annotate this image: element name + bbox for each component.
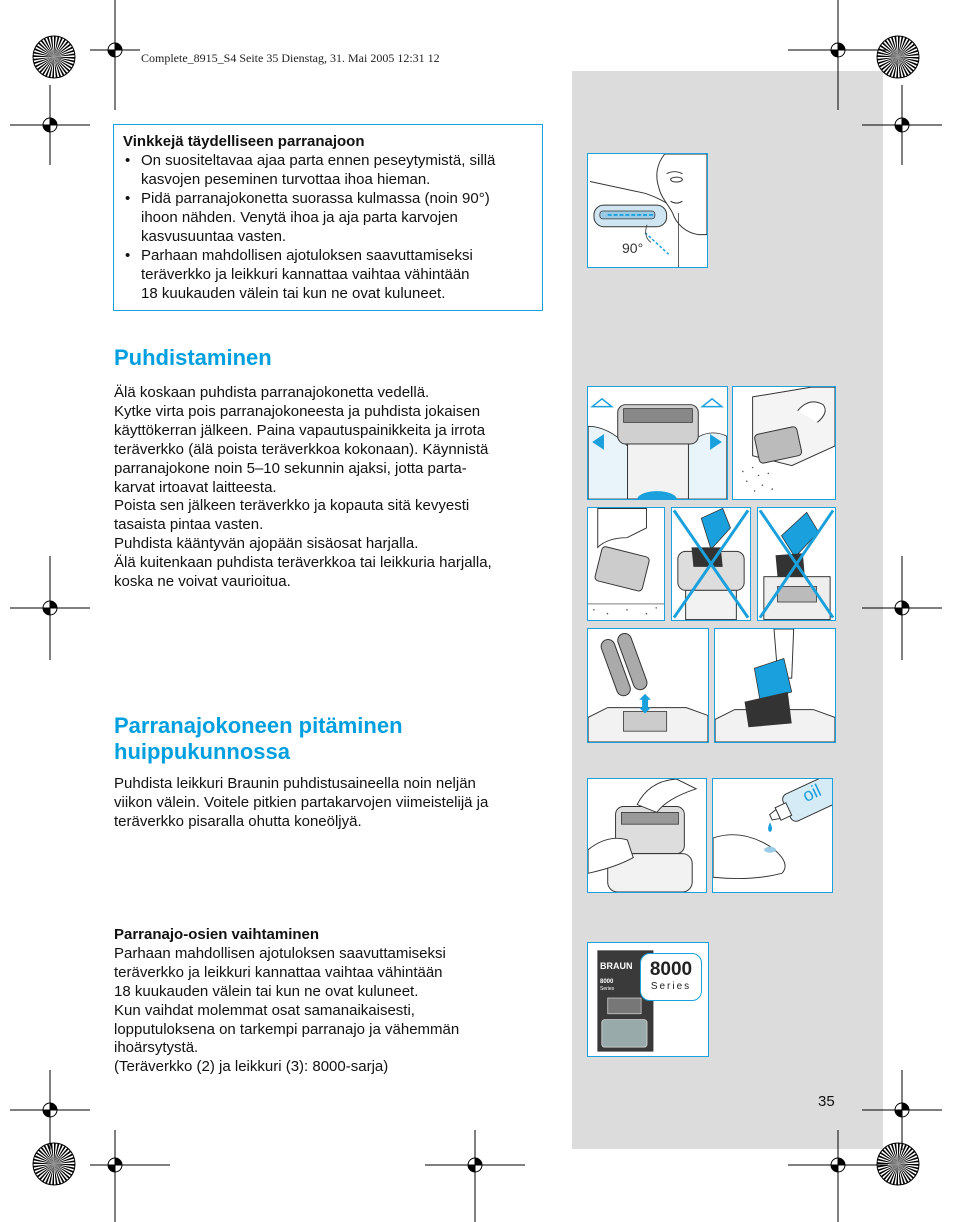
pack-small-model: 8000 [600,979,614,985]
crosshair-mark [862,556,942,660]
tip-item [123,151,532,189]
maintenance-text [114,775,550,832]
text-line: teräverkko pisaralla ohutta koneöljyä. [114,812,362,830]
text-line: lopputuloksena on tarkempi parranajo ja vähemmän [114,1020,460,1038]
text-line: teräverkko (älä poista teräverkkoa kokonaan). Käynnistä [114,440,489,458]
text-line: Puhdista leikkuri Braunin puhdistusaineella noin neljän [114,775,476,792]
tip-item [123,246,532,303]
text-line: Puhdista kääntyvän ajopään sisäosat harjalla. [114,535,419,553]
do-not-brush-cutter-illustration [757,507,836,621]
text-line: Älä koskaan puhdista parranajokonetta vedellä. [114,384,430,401]
shaving-angle-illustration [587,153,708,268]
oil-foil-illustration [587,778,707,893]
crosshair-mark [788,1130,888,1222]
release-foil-illustration [587,386,728,500]
text-line: Kun vaihdat molemmat osat samanaikaisesti, [114,1001,415,1019]
text-line: parranajokone noin 5–10 sekunnin ajaksi, jotta parta- [114,459,467,477]
series-badge [640,953,702,1001]
do-not-brush-foil-illustration [671,507,751,621]
text-line: karvat irtoavat laitteesta. [114,478,277,496]
heading-line: huippukunnossa [114,739,290,764]
crosshair-mark [10,1070,90,1150]
tip-line: • Parhaan mahdollisen ajotuloksen saavuttamiseksi [141,247,473,264]
cleaning-heading: Puhdistaminen [114,345,272,370]
text-line: 18 kuukauden välein tai kun ne ovat kuluneet. [114,982,419,1000]
pack-brand: BRAUN [600,961,633,971]
text-line: teräverkko ja leikkuri kannattaa vaihtaa vähintään [114,963,443,981]
text-line: Kytke virta pois parranajokoneesta ja puhdista jokaisen [114,402,481,420]
starburst-mark-top-left [32,35,76,79]
run-shaver-illustration [732,386,836,500]
tip-item [123,189,532,246]
badge-series: Series [650,981,692,992]
text-line: käyttökerran jälkeen. Paina vapautuspainikkeita ja irrota [114,421,486,439]
tip-line: kasvojen peseminen turvottaa ihoa hieman. [141,171,431,188]
maintenance-heading [114,713,403,765]
oil-bottle-illustration [712,778,833,893]
crosshair-mark [862,85,942,165]
tap-foil-illustration [587,507,665,621]
crosshair-mark [90,1130,170,1222]
text-line: Parhaan mahdollisen ajotuloksen saavuttamiseksi [114,944,446,962]
crosshair-mark [425,1130,525,1222]
text-line: koska ne voivat vaurioitua. [114,573,291,591]
tip-line: 18 kuukauden välein tai kun ne ovat kuluneet. [141,285,446,302]
print-header: Complete_8915_S4 Seite 35 Dienstag, 31. Mai 2005 12:31 12 [141,51,440,65]
tip-line: • On suositeltavaa ajaa parta ennen peseytymistä, sillä [141,152,496,169]
replacement-text [114,926,550,1077]
tips-title: Vinkkejä täydelliseen parranajoon [123,133,365,150]
pack-small-series: Series [600,986,615,992]
tip-line: ihoon nähden. Venytä ihoa ja aja parta karvojen [141,209,458,226]
text-line: Älä kuitenkaan puhdista teräverkkoa tai leikkuria harjalla, [114,554,492,572]
text-line: tasaista pintaa vasten. [114,516,264,534]
tips-list [123,151,532,303]
cleaning-text [114,384,550,592]
tip-line: • Pidä parranajokonetta suorassa kulmassa (noin 90°) [141,190,490,207]
remove-cutter-illustration [587,628,709,743]
replacement-title: Parranajo-osien vaihtaminen [114,926,320,943]
page-number: 35 [818,1093,835,1110]
crosshair-mark [90,0,140,110]
tips-box [113,124,543,311]
angle-label: 90° [622,240,644,256]
text-line: Poista sen jälkeen teräverkko ja kopauta sitä kevyesti [114,497,470,515]
text-line: ihoärsytystä. [114,1039,199,1057]
text-line: (Teräverkko (2) ja leikkuri (3): 8000-sarja) [114,1058,389,1076]
brush-head-illustration [714,628,836,743]
badge-model: 8000 [649,959,693,980]
replacement-pack-illustration [587,942,709,1057]
text-line: viikon välein. Voitele pitkien partakarvojen viimeistelijä ja [114,793,489,811]
tip-line: kasvusuuntaa vasten. [141,228,287,245]
tip-line: teräverkko ja leikkuri kannattaa vaihtaa vähintään [141,266,470,283]
heading-line: Parranajokoneen pitäminen [114,713,403,738]
crosshair-mark [10,556,90,660]
crosshair-mark [10,85,90,165]
oil-label: oil [799,780,825,806]
